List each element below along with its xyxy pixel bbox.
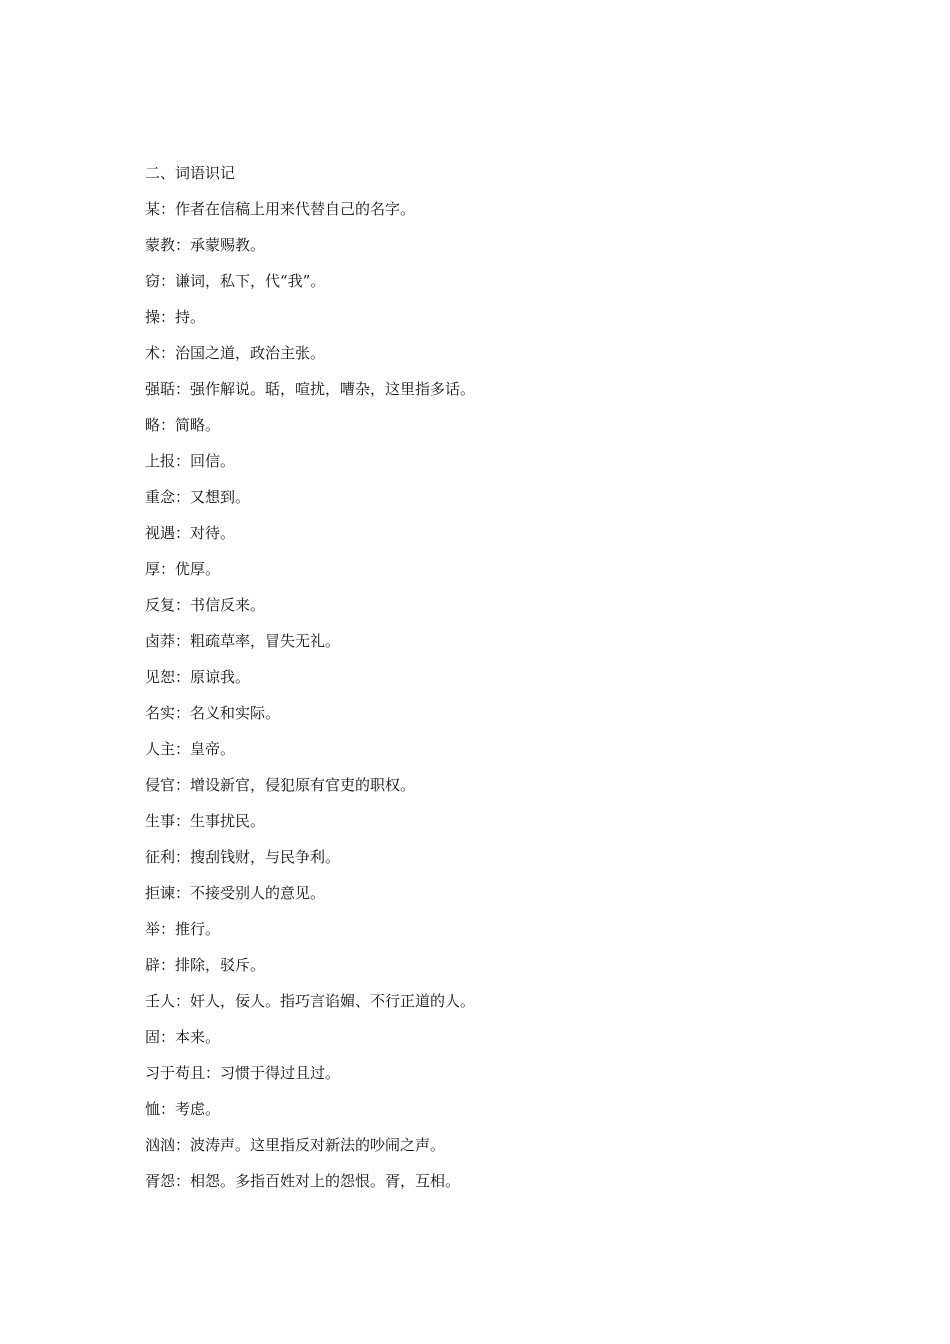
vocab-entry: 厚：优厚。 bbox=[145, 560, 221, 578]
vocab-entry: 蒙教：承蒙赐教。 bbox=[145, 236, 266, 254]
vocab-entry: 壬人：奸人，佞人。指巧言谄媚、不行正道的人。 bbox=[145, 992, 476, 1010]
vocab-entry: 某：作者在信稿上用来代替自己的名字。 bbox=[145, 200, 416, 218]
vocab-entry: 辟：排除，驳斥。 bbox=[145, 956, 266, 974]
vocab-entry: 侵官：增设新官，侵犯原有官吏的职权。 bbox=[145, 776, 416, 794]
vocab-entry: 名实：名义和实际。 bbox=[145, 704, 281, 722]
document-body bbox=[145, 161, 845, 1205]
vocab-entry: 人主：皇帝。 bbox=[145, 740, 236, 758]
vocab-entry: 视遇：对待。 bbox=[145, 524, 236, 542]
vocab-entry: 操：持。 bbox=[145, 308, 206, 326]
vocab-entry: 胥怨：相怨。多指百姓对上的怨恨。胥，互相。 bbox=[145, 1172, 461, 1190]
vocab-entry: 举：推行。 bbox=[145, 920, 221, 938]
vocab-entry: 恤：考虑。 bbox=[145, 1100, 221, 1118]
vocab-entry: 见恕：原谅我。 bbox=[145, 668, 251, 686]
vocab-entry: 生事：生事扰民。 bbox=[145, 812, 266, 830]
vocab-entry: 反复：书信反来。 bbox=[145, 596, 266, 614]
vocab-entry: 固：本来。 bbox=[145, 1028, 221, 1046]
vocab-entry: 上报：回信。 bbox=[145, 452, 236, 470]
vocab-entry: 强聒：强作解说。聒，喧扰，嘈杂，这里指多话。 bbox=[145, 380, 476, 398]
vocab-entry: 窃：谦词，私下，代“我”。 bbox=[145, 272, 326, 290]
section-heading: 二、词语识记 bbox=[145, 164, 236, 182]
vocab-entry: 拒谏：不接受别人的意见。 bbox=[145, 884, 326, 902]
vocab-entry: 习于苟且：习惯于得过且过。 bbox=[145, 1064, 341, 1082]
vocab-entry: 汹汹：波涛声。这里指反对新法的吵闹之声。 bbox=[145, 1136, 446, 1154]
vocab-entry: 略：简略。 bbox=[145, 416, 221, 434]
vocab-entry: 术：治国之道，政治主张。 bbox=[145, 344, 326, 362]
vocab-entry: 征利：搜刮钱财，与民争利。 bbox=[145, 848, 341, 866]
vocab-entry: 重念：又想到。 bbox=[145, 488, 251, 506]
vocab-entry: 卤莽：粗疏草率，冒失无礼。 bbox=[145, 632, 341, 650]
